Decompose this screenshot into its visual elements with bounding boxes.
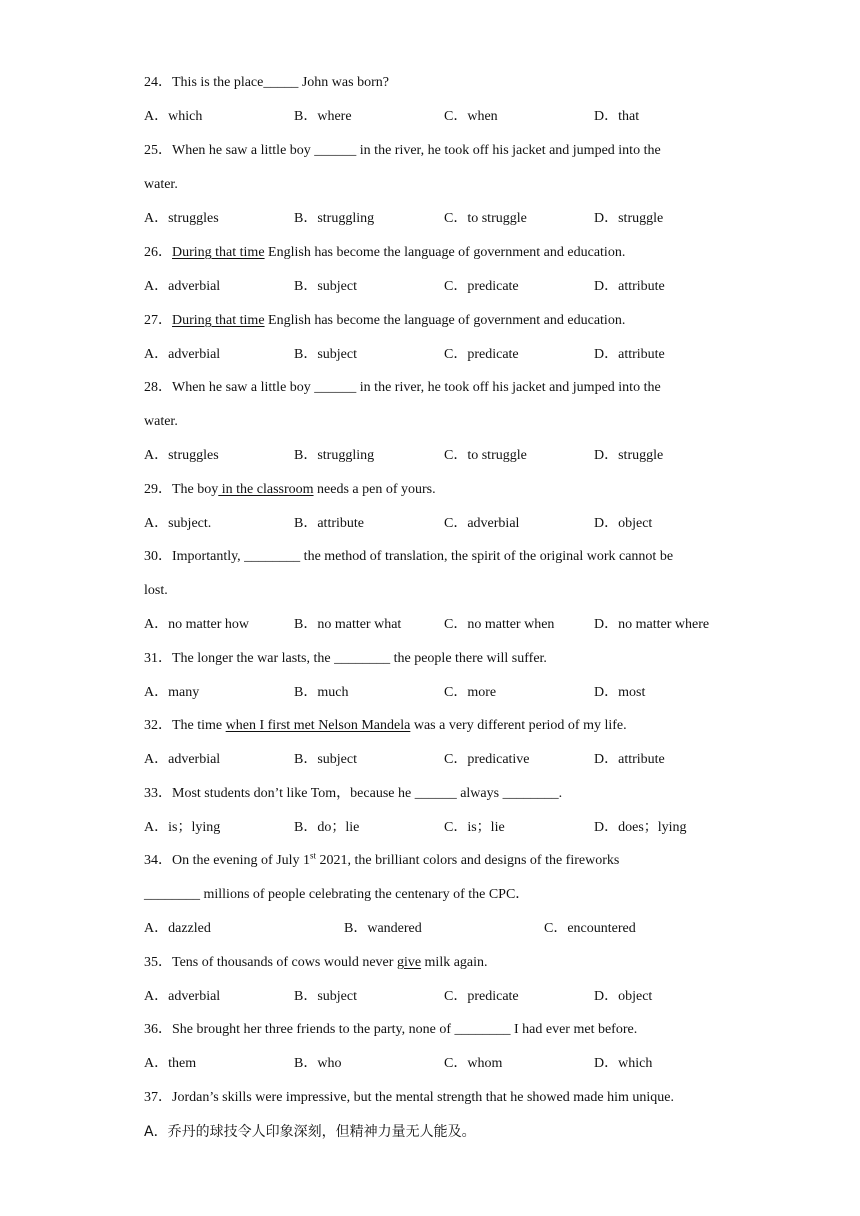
option-d: D．object bbox=[594, 516, 653, 531]
option-d: D．attribute bbox=[594, 279, 665, 294]
superscript: st bbox=[310, 850, 317, 861]
question-stem: 29．The boy in the classroom needs a pen of yours. bbox=[144, 482, 436, 497]
option-c: C．encountered bbox=[544, 921, 636, 936]
option-d: D．that bbox=[594, 109, 640, 124]
question-stem: 36．She brought her three friends to the party, none of ________ I had ever met before. bbox=[144, 1022, 638, 1037]
underlined-phrase: when I first met Nelson Mandela bbox=[225, 718, 411, 733]
question-stem: 32．The time when I first met Nelson Mandela was a very different period of my life. bbox=[144, 718, 627, 733]
option-a: A．乔丹的球技令人印象深刻，但精神力量无人能及。 bbox=[144, 1124, 476, 1140]
option-b: B．do；lie bbox=[294, 820, 360, 835]
option-c: C．predicate bbox=[444, 279, 519, 294]
option-d: D．attribute bbox=[594, 752, 665, 767]
question-stem: 25．When he saw a little boy ______ in the river, he took off his jacket and jumped into the bbox=[144, 143, 661, 158]
option-c: C．more bbox=[444, 685, 497, 700]
option-a: A．adverbial bbox=[144, 279, 221, 294]
option-a: A．is；lying bbox=[144, 820, 221, 835]
question-stem-continued: water. bbox=[144, 414, 178, 429]
option-b: B．who bbox=[294, 1056, 342, 1071]
underlined-phrase: During that time bbox=[172, 245, 265, 260]
question-stem: 24．This is the place_____ John was born? bbox=[144, 75, 389, 90]
option-d: D．most bbox=[594, 685, 646, 700]
question-stem: 35．Tens of thousands of cows would never give milk again. bbox=[144, 955, 488, 970]
option-b: B．wandered bbox=[344, 921, 422, 936]
question-stem: 28．When he saw a little boy ______ in the river, he took off his jacket and jumped into the bbox=[144, 380, 661, 395]
option-b: B．attribute bbox=[294, 516, 364, 531]
option-d: D．struggle bbox=[594, 211, 664, 226]
question-stem-continued: ________ millions of people celebrating the centenary of the CPC． bbox=[144, 887, 530, 902]
option-d: D．object bbox=[594, 989, 653, 1004]
option-b: B．struggling bbox=[294, 448, 375, 463]
option-b: B．struggling bbox=[294, 211, 375, 226]
question-stem: 26．During that time English has become the language of government and education. bbox=[144, 245, 626, 260]
question-stem: 33．Most students don’t like Tom，because he ______ always ________. bbox=[144, 786, 563, 801]
option-d: D．which bbox=[594, 1056, 653, 1071]
option-b: B．where bbox=[294, 109, 352, 124]
option-b: B．much bbox=[294, 685, 349, 700]
option-d: D．no matter where bbox=[594, 617, 710, 632]
question-stem: 34．On the evening of July 1st 2021, the brilliant colors and designs of the fireworks bbox=[144, 850, 620, 868]
question-stem: 30．Importantly, ________ the method of translation, the spirit of the original work cannot be bbox=[144, 549, 674, 564]
option-a: A．dazzled bbox=[144, 921, 211, 936]
option-b: B．subject bbox=[294, 347, 357, 362]
option-b: B．subject bbox=[294, 752, 357, 767]
underlined-phrase: During that time bbox=[172, 313, 265, 328]
question-stem-continued: water. bbox=[144, 177, 178, 192]
option-a: A．them bbox=[144, 1056, 197, 1071]
option-a: A．no matter how bbox=[144, 617, 249, 632]
option-a: A．subject. bbox=[144, 516, 212, 531]
option-b: B．no matter what bbox=[294, 617, 402, 632]
option-c: C．predicate bbox=[444, 347, 519, 362]
option-c: C．when bbox=[444, 109, 498, 124]
option-c: C．no matter when bbox=[444, 617, 555, 632]
option-c: C．adverbial bbox=[444, 516, 520, 531]
question-stem-continued: lost. bbox=[144, 583, 168, 598]
option-a: A．struggles bbox=[144, 448, 219, 463]
underlined-phrase: give bbox=[396, 955, 422, 970]
question-stem: 37．Jordan’s skills were impressive, but the mental strength that he showed made him unique. bbox=[144, 1090, 674, 1105]
option-d: D．struggle bbox=[594, 448, 664, 463]
option-a: A．adverbial bbox=[144, 347, 221, 362]
option-b: B．subject bbox=[294, 989, 357, 1004]
option-a: A．adverbial bbox=[144, 989, 221, 1004]
underlined-phrase: in the classroom bbox=[218, 482, 314, 497]
question-stem: 27．During that time English has become the language of government and education. bbox=[144, 313, 626, 328]
option-a: A．many bbox=[144, 685, 200, 700]
option-c: C．whom bbox=[444, 1056, 503, 1071]
question-stem: 31．The longer the war lasts, the ________ the people there will suffer. bbox=[144, 651, 547, 666]
option-b: B．subject bbox=[294, 279, 357, 294]
option-c: C．to struggle bbox=[444, 448, 527, 463]
option-c: C．to struggle bbox=[444, 211, 527, 226]
option-d: D．attribute bbox=[594, 347, 665, 362]
option-c: C．predicate bbox=[444, 989, 519, 1004]
option-d: D．does；lying bbox=[594, 820, 687, 835]
option-c: C．predicative bbox=[444, 752, 530, 767]
option-a: A．adverbial bbox=[144, 752, 221, 767]
option-a: A．struggles bbox=[144, 211, 219, 226]
option-c: C．is；lie bbox=[444, 820, 505, 835]
option-a: A．which bbox=[144, 109, 203, 124]
